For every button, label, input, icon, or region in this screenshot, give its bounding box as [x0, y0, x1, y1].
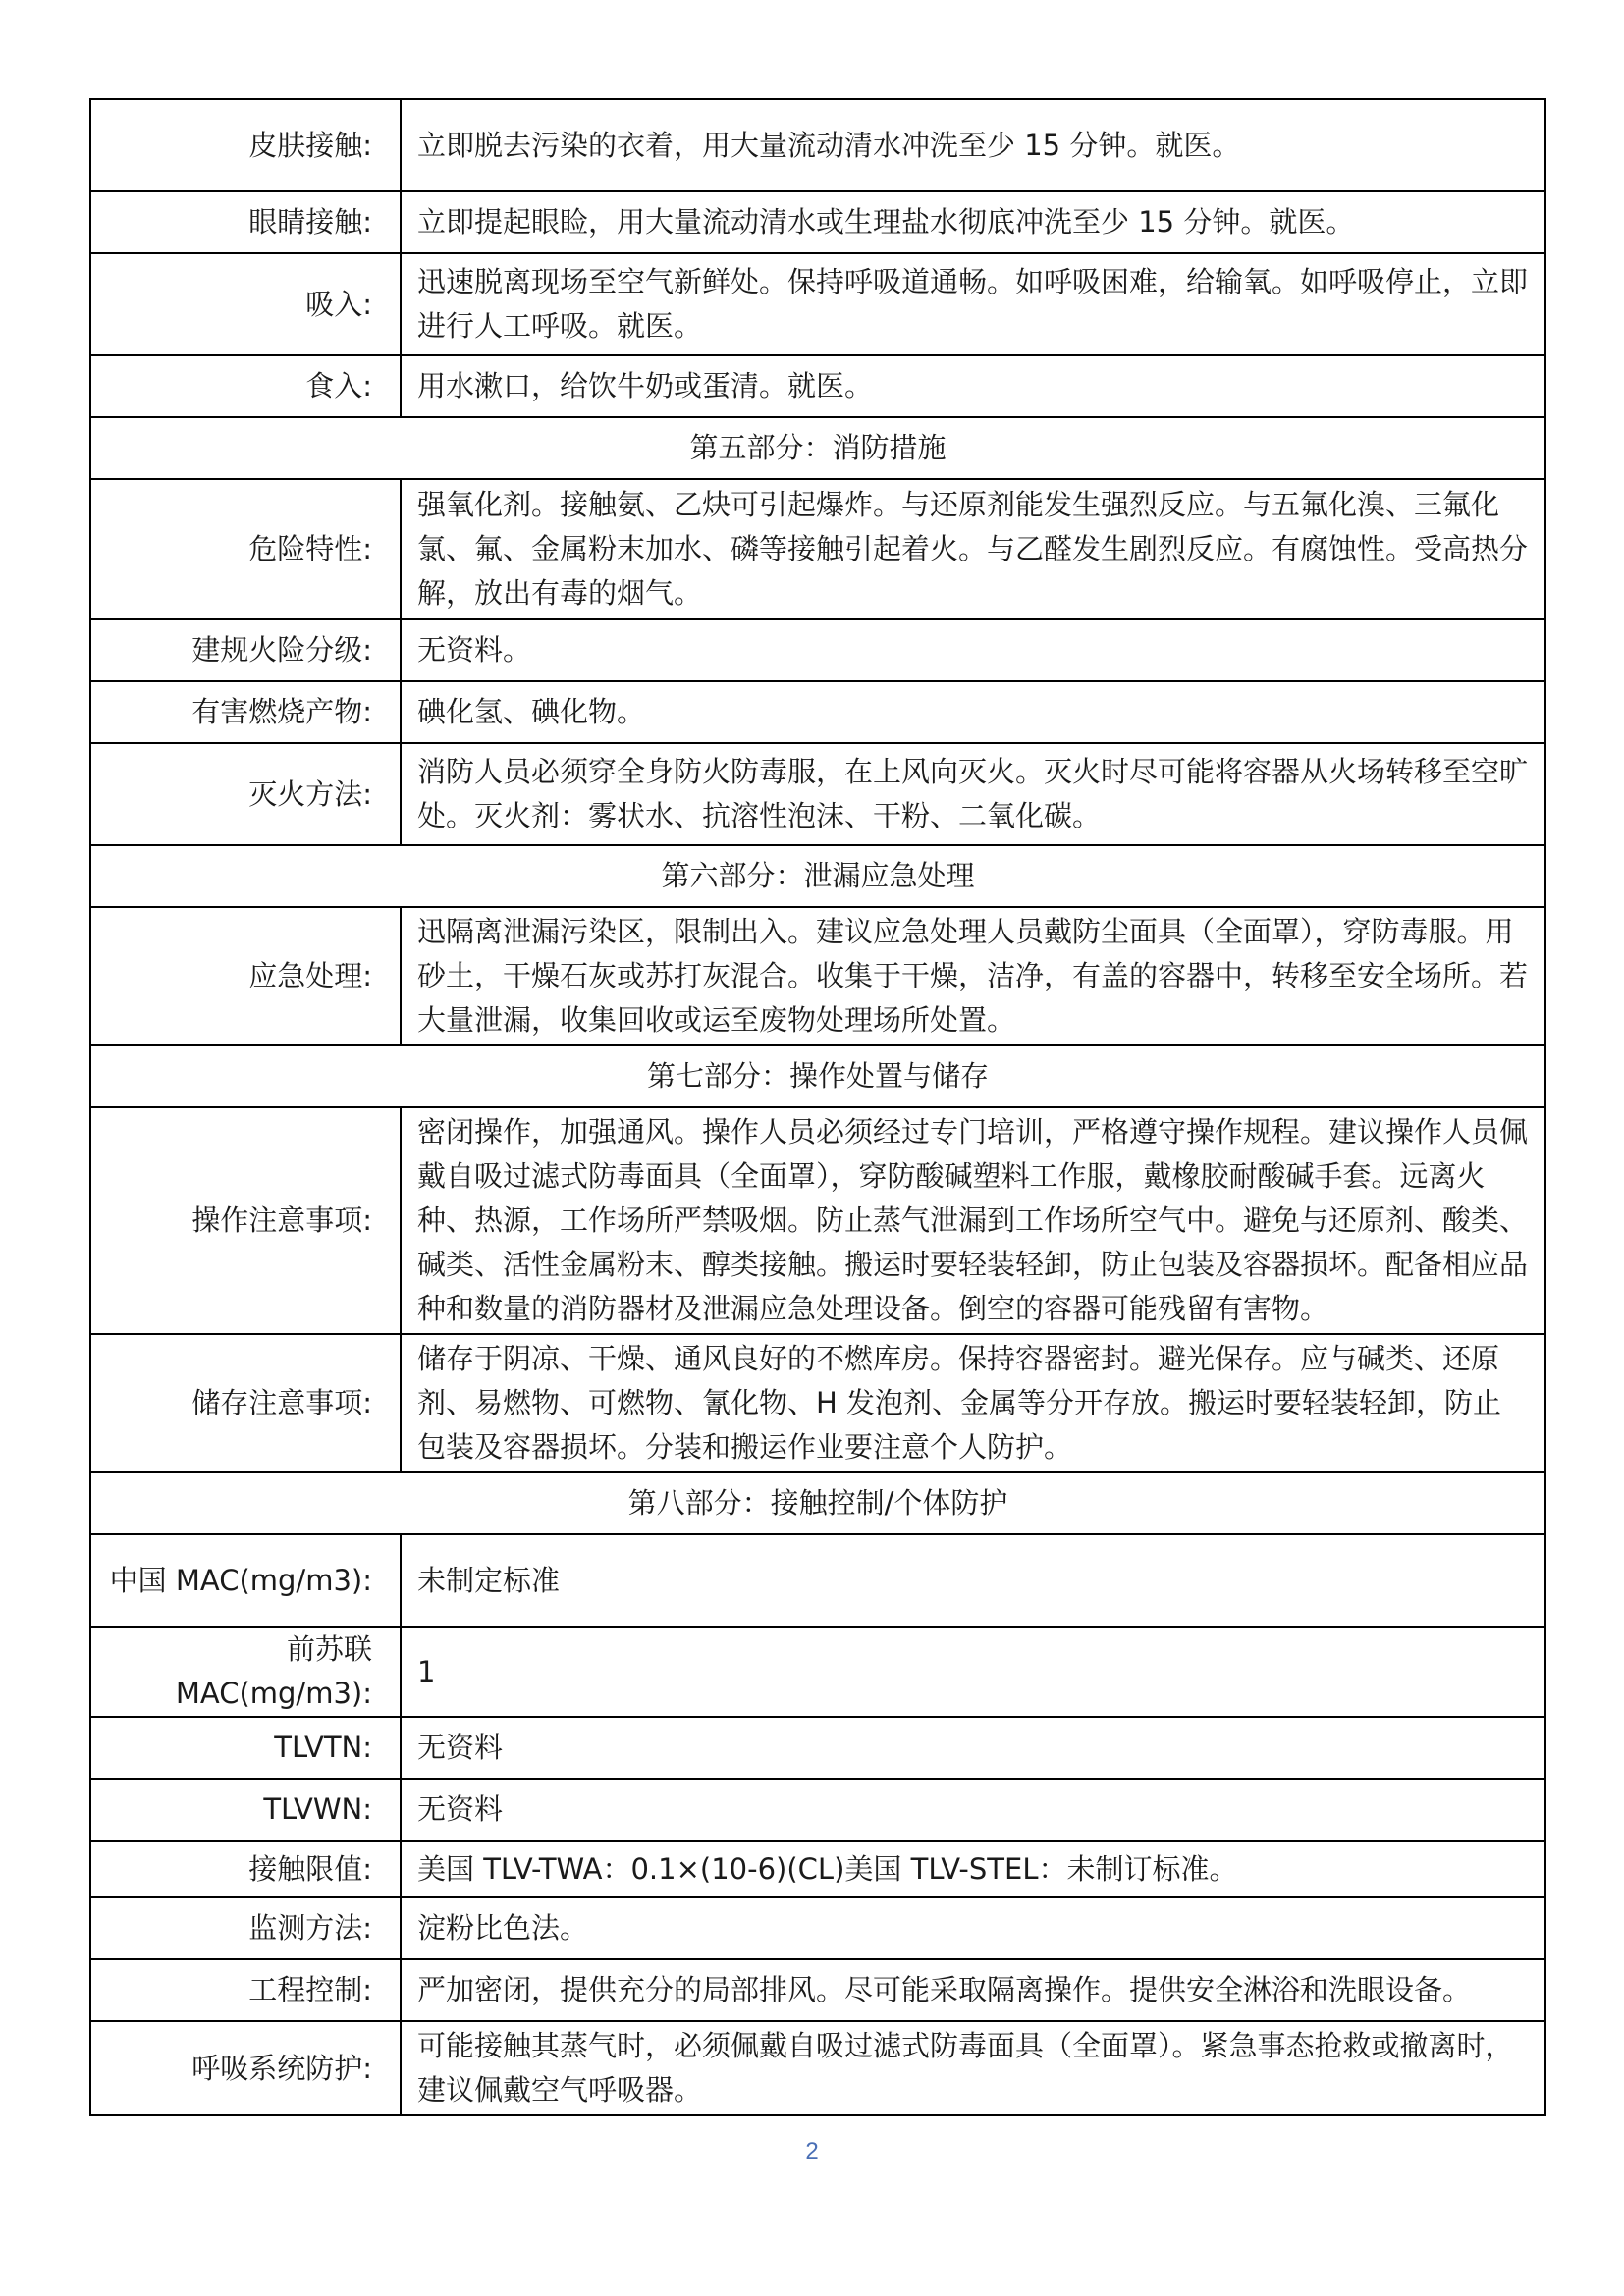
row-label: 储存注意事项:	[90, 1334, 401, 1472]
section-title: 第八部分：接触控制/个体防护	[90, 1472, 1545, 1534]
row-value: 淀粉比色法。	[401, 1897, 1545, 1959]
section-title: 第七部分：操作处置与储存	[90, 1045, 1545, 1107]
section-title: 第五部分：消防措施	[90, 417, 1545, 479]
row-label: TLVWN:	[90, 1779, 401, 1841]
table-row	[90, 619, 1545, 681]
table-row	[90, 355, 1545, 417]
page-number: 2	[805, 2138, 819, 2164]
table-row	[90, 479, 1545, 619]
row-label: 皮肤接触:	[90, 99, 401, 191]
row-label: 危险特性:	[90, 479, 401, 619]
section-title: 第六部分：泄漏应急处理	[90, 845, 1545, 907]
row-label: 前苏联 MAC(mg/m3):	[90, 1627, 401, 1717]
section-header-row	[90, 417, 1545, 479]
row-label: 灭火方法:	[90, 743, 401, 845]
row-label: 呼吸系统防护:	[90, 2021, 401, 2115]
row-value: 可能接触其蒸气时，必须佩戴自吸过滤式防毒面具（全面罩）。紧急事态抢救或撤离时，建议佩戴空气呼吸器。	[401, 2021, 1545, 2115]
row-value: 储存于阴凉、干燥、通风良好的不燃库房。保持容器密封。避光保存。应与碱类、还原剂、易燃物、可燃物、氰化物、H 发泡剂、金属等分开存放。搬运时要轻装轻卸，防止包装及容器损坏。分装和搬运作业要注意个人防护。	[401, 1334, 1545, 1472]
row-label: 中国 MAC(mg/m3):	[90, 1534, 401, 1627]
table-row	[90, 1107, 1545, 1334]
row-label: 食入:	[90, 355, 401, 417]
table-row	[90, 2021, 1545, 2115]
row-label: 工程控制:	[90, 1959, 401, 2021]
row-value: 严加密闭，提供充分的局部排风。尽可能采取隔离操作。提供安全淋浴和洗眼设备。	[401, 1959, 1545, 2021]
table-row	[90, 743, 1545, 845]
row-value: 用水漱口，给饮牛奶或蛋清。就医。	[401, 355, 1545, 417]
table-row	[90, 191, 1545, 253]
msds-table-body	[90, 99, 1545, 2115]
row-value: 密闭操作，加强通风。操作人员必须经过专门培训，严格遵守操作规程。建议操作人员佩戴自吸过滤式防毒面具（全面罩），穿防酸碱塑料工作服，戴橡胶耐酸碱手套。远离火种、热源，工作场所严禁吸烟。防止蒸气泄漏到工作场所空气中。避免与还原剂、酸类、碱类、活性金属粉末、醇类接触。搬运时要轻装轻卸，防止包装及容器损坏。配备相应品种和数量的消防器材及泄漏应急处理设备。倒空的容器可能残留有害物。	[401, 1107, 1545, 1334]
row-value: 立即脱去污染的衣着，用大量流动清水冲洗至少 15 分钟。就医。	[401, 99, 1545, 191]
table-row	[90, 1627, 1545, 1717]
row-label: 有害燃烧产物:	[90, 681, 401, 743]
table-row	[90, 99, 1545, 191]
table-row	[90, 681, 1545, 743]
table-row	[90, 1779, 1545, 1841]
row-value: 强氧化剂。接触氨、乙炔可引起爆炸。与还原剂能发生强烈反应。与五氟化溴、三氟化氯、氟、金属粉末加水、磷等接触引起着火。与乙醛发生剧烈反应。有腐蚀性。受高热分解，放出有毒的烟气。	[401, 479, 1545, 619]
section-header-row	[90, 1472, 1545, 1534]
table-row	[90, 1534, 1545, 1627]
row-value: 立即提起眼睑，用大量流动清水或生理盐水彻底冲洗至少 15 分钟。就医。	[401, 191, 1545, 253]
row-label: 建规火险分级:	[90, 619, 401, 681]
row-value: 无资料	[401, 1717, 1545, 1779]
row-label: 接触限值:	[90, 1841, 401, 1897]
row-value: 未制定标准	[401, 1534, 1545, 1627]
row-value: 迅速脱离现场至空气新鲜处。保持呼吸道通畅。如呼吸困难，给输氧。如呼吸停止，立即进行人工呼吸。就医。	[401, 253, 1545, 355]
table-row	[90, 253, 1545, 355]
row-value: 消防人员必须穿全身防火防毒服，在上风向灭火。灭火时尽可能将容器从火场转移至空旷处。灭火剂：雾状水、抗溶性泡沫、干粉、二氧化碳。	[401, 743, 1545, 845]
row-label: 应急处理:	[90, 907, 401, 1045]
row-label: 监测方法:	[90, 1897, 401, 1959]
row-label: 吸入:	[90, 253, 401, 355]
table-row	[90, 1334, 1545, 1472]
section-header-row	[90, 1045, 1545, 1107]
table-row	[90, 1897, 1545, 1959]
row-value: 1	[401, 1627, 1545, 1717]
row-value: 碘化氢、碘化物。	[401, 681, 1545, 743]
row-value: 无资料。	[401, 619, 1545, 681]
row-label: 眼睛接触:	[90, 191, 401, 253]
row-label: 操作注意事项:	[90, 1107, 401, 1334]
table-row	[90, 1717, 1545, 1779]
section-header-row	[90, 845, 1545, 907]
row-value: 迅隔离泄漏污染区，限制出入。建议应急处理人员戴防尘面具（全面罩），穿防毒服。用砂土，干燥石灰或苏打灰混合。收集于干燥，洁净，有盖的容器中，转移至安全场所。若大量泄漏，收集回收或运至废物处理场所处置。	[401, 907, 1545, 1045]
row-value: 无资料	[401, 1779, 1545, 1841]
table-row	[90, 1841, 1545, 1897]
row-label: TLVTN:	[90, 1717, 401, 1779]
table-row	[90, 907, 1545, 1045]
row-value: 美国 TLV-TWA：0.1×(10-6)(CL)美国 TLV-STEL：未制订标准。	[401, 1841, 1545, 1897]
msds-table	[89, 98, 1546, 2116]
table-row	[90, 1959, 1545, 2021]
